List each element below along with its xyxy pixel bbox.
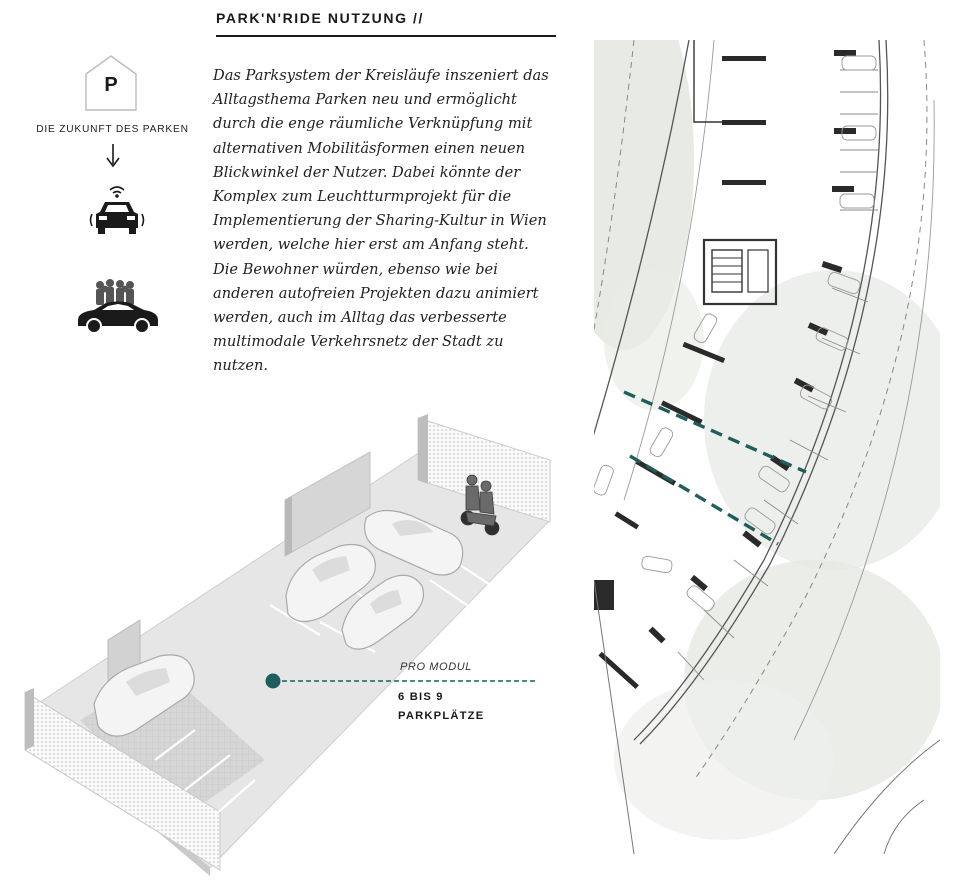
shared-car-icon bbox=[72, 276, 162, 338]
parking-caption: DIE ZUKUNFT DES PARKEN bbox=[36, 124, 189, 135]
callout-value: 6 BIS 9 PARKPLÄTZE bbox=[398, 691, 485, 722]
page-title: PARK'N'RIDE NUTZUNG // bbox=[216, 10, 556, 37]
down-arrow-icon bbox=[103, 142, 123, 170]
intro-paragraph: Das Parksystem der Kreisläufe inszeniert das Alltagsthema Parken neu und ermöglicht durch die enge räumliche Verknüpfung mit alternativen Mobilitäsformen einen neuen Blickwinkel der Nutzer. Dabei könnte der Komplex zum Leuchtturmprojekt für die Implementierung der Sharing-Kultur in Wien werden, welche hier erst am Anfang steht. Die Bewohner würden, ebenso wie bei anderen autofreien Projekten dazu animiert werden, auch im Alltag das verbesserte multimodale Verkehrsnetz der Stadt zu nutzen. bbox=[213, 67, 549, 375]
callout-label: PRO MODUL bbox=[400, 661, 473, 673]
parking-sign-icon bbox=[84, 54, 138, 112]
parking-letter: P bbox=[104, 74, 118, 96]
site-plan bbox=[594, 40, 940, 854]
parking-module-illustration bbox=[20, 400, 580, 880]
autonomous-car-icon bbox=[86, 182, 148, 240]
